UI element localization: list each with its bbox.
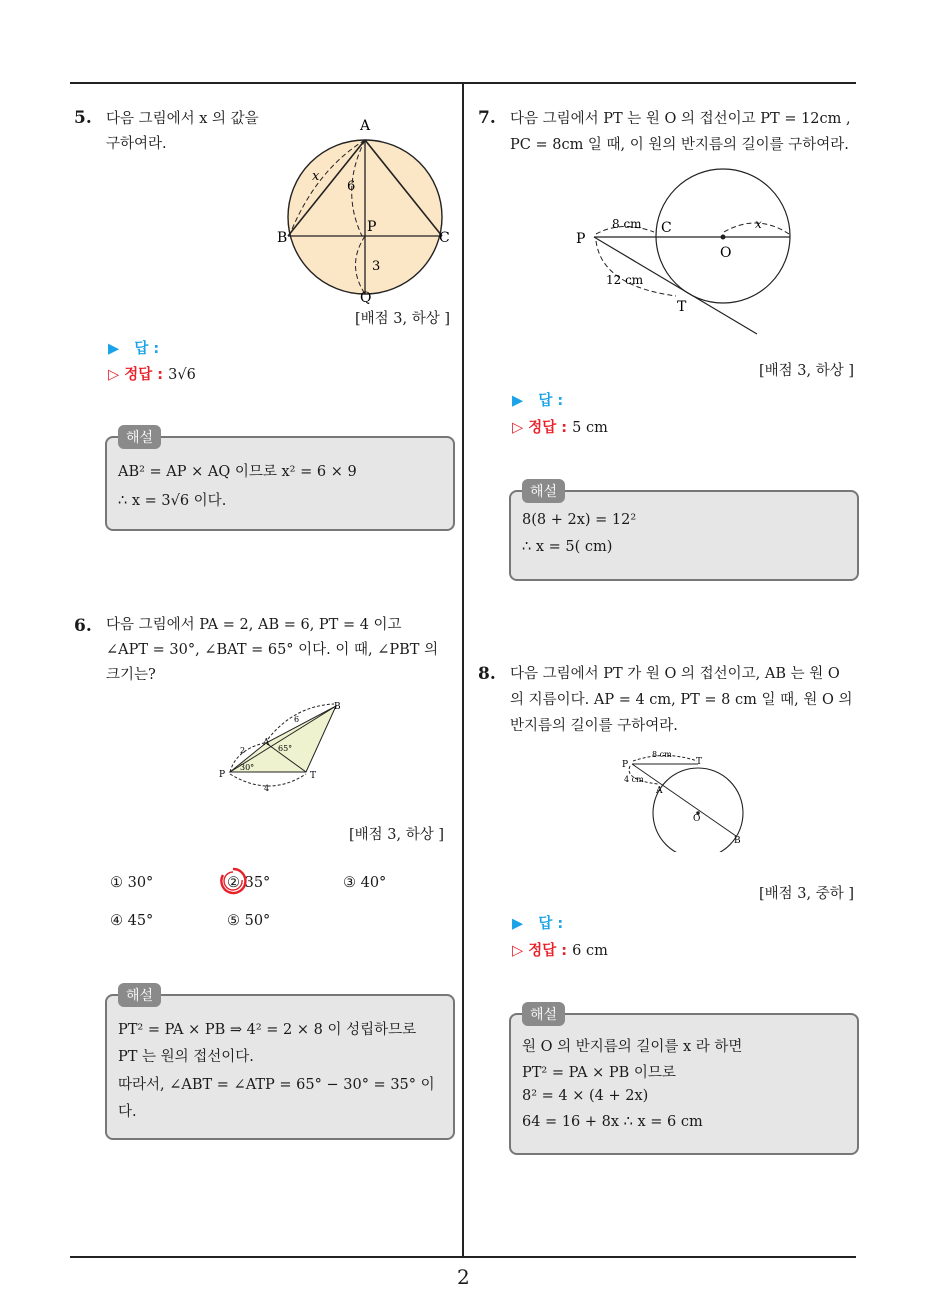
correct-value: 3√6: [168, 367, 196, 383]
explanation-tag: 해설: [118, 425, 161, 449]
explanation-line: PT² = PA × PB 이므로: [522, 1065, 676, 1081]
explanation-line: AB² = AP × AQ 이므로 x² = 6 × 9: [118, 464, 357, 480]
correct-choice-circle-icon: [218, 866, 248, 896]
correct-label: 정답 :: [528, 943, 568, 959]
label-x: x: [312, 169, 320, 184]
question-text-line2: 구하여라.: [106, 136, 167, 152]
question-number: 8.: [478, 664, 496, 684]
column-divider: [462, 82, 464, 1257]
choice-5[interactable]: ⑤ 50°: [227, 913, 271, 929]
label-65deg: 65°: [278, 744, 293, 753]
answer-label: 답 :: [134, 341, 160, 357]
label-6: 6: [347, 179, 356, 194]
page-number: 2: [457, 1265, 470, 1289]
correct-answer-row: [108, 363, 196, 384]
label-O: O: [720, 245, 732, 261]
correct-value: 6 cm: [572, 943, 608, 959]
label-C: C: [439, 230, 450, 246]
outline-triangle-icon: ▷: [108, 367, 120, 383]
label-4: 4: [264, 784, 270, 793]
explanation-box: [105, 436, 455, 531]
correct-answer-row: [512, 416, 608, 437]
label-T: T: [310, 771, 317, 781]
explanation-line: ∴ x = 3√6 이다.: [118, 493, 227, 509]
label-T: T: [696, 757, 703, 767]
outline-triangle-icon: ▷: [512, 420, 524, 436]
label-C: C: [661, 220, 672, 236]
score-label: [배점 3, 하상 ]: [355, 311, 451, 327]
question-text-line2: 의 지름이다. AP = 4 cm, PT = 8 cm 일 때, 원 O 의: [510, 692, 853, 708]
question-text-line1: 다음 그림에서 PT 가 원 O 의 접선이고, AB 는 원 O: [510, 666, 840, 682]
label-B: B: [734, 836, 741, 846]
q5-circle-figure: [276, 110, 456, 310]
explanation-box: [105, 994, 455, 1140]
explanation-line: 원 O 의 반지름의 길이를 x 라 하면: [522, 1039, 743, 1055]
label-4cm: 4 cm: [624, 775, 644, 784]
correct-label: 정답 :: [528, 420, 568, 436]
question-number: 5.: [74, 108, 92, 128]
label-30deg: 30°: [240, 763, 255, 772]
outline-triangle-icon: ▷: [512, 943, 524, 959]
label-8cm: 8 cm: [652, 750, 672, 759]
answer-row: [512, 389, 563, 410]
answer-label: 답 :: [538, 393, 564, 409]
explanation-line: 8(8 + 2x) = 12²: [522, 512, 637, 528]
label-3: 3: [372, 259, 381, 274]
choice-1[interactable]: ① 30°: [110, 875, 154, 891]
question-number: 7.: [478, 108, 496, 128]
q6-triangle-figure: [214, 698, 354, 798]
label-B: B: [334, 702, 341, 712]
label-8cm: 8 cm: [612, 217, 642, 231]
label-T: T: [677, 299, 687, 315]
play-triangle-icon: ▶: [512, 916, 524, 932]
explanation-line: PT 는 원의 접선이다.: [118, 1049, 254, 1065]
q8-tangent-figure: [620, 748, 750, 852]
label-P: P: [219, 770, 226, 780]
question-text-line1: 다음 그림에서 x 의 값을: [106, 111, 259, 127]
explanation-line: ∴ x = 5( cm): [522, 539, 613, 555]
label-Q: Q: [360, 290, 372, 306]
label-P: P: [576, 231, 586, 247]
explanation-line: 8² = 4 × (4 + 2x): [522, 1088, 649, 1104]
explanation-tag: 해설: [522, 1002, 565, 1026]
play-triangle-icon: ▶: [512, 393, 524, 409]
question-text-line1: 다음 그림에서 PT 는 원 O 의 접선이고 PT = 12cm ,: [510, 111, 851, 127]
question-text-line3: 반지름의 길이를 구하여라.: [510, 718, 678, 734]
score-label: [배점 3, 중하 ]: [759, 886, 855, 902]
question-text-line3: 크기는?: [106, 667, 156, 683]
answer-label: 답 :: [538, 916, 564, 932]
explanation-line: 64 = 16 + 8x ∴ x = 6 cm: [522, 1114, 703, 1130]
label-P: P: [367, 219, 377, 235]
label-O: O: [693, 814, 701, 824]
explanation-box: [509, 490, 859, 581]
choice-3[interactable]: ③ 40°: [343, 875, 387, 891]
play-triangle-icon: ▶: [108, 341, 120, 357]
question-text-line2: PC = 8cm 일 때, 이 원의 반지름의 길이를 구하여라.: [510, 137, 849, 153]
label-2: 2: [240, 746, 246, 755]
question-number: 6.: [74, 616, 92, 636]
correct-value: 5 cm: [572, 420, 608, 436]
answer-row: [108, 337, 159, 358]
score-label: [배점 3, 하상 ]: [759, 363, 855, 379]
label-x: x: [755, 217, 762, 231]
explanation-line: 다.: [118, 1104, 137, 1120]
correct-label: 정답 :: [124, 367, 164, 383]
label-P: P: [622, 760, 629, 770]
question-text-line2: ∠APT = 30°, ∠BAT = 65° 이다. 이 때, ∠PBT 의: [106, 642, 439, 658]
label-6: 6: [294, 715, 300, 724]
label-B: B: [277, 230, 288, 246]
question-text-line1: 다음 그림에서 PA = 2, AB = 6, PT = 4 이고: [106, 617, 402, 633]
label-A: A: [263, 738, 270, 748]
explanation-tag: 해설: [522, 479, 565, 503]
q7-tangent-figure: [572, 168, 798, 340]
answer-row: [512, 912, 563, 933]
bottom-rule: [70, 1256, 856, 1258]
explanation-tag: 해설: [118, 983, 161, 1007]
label-12cm: 12 cm: [606, 273, 644, 287]
label-A: A: [360, 118, 371, 134]
explanation-line: PT² = PA × PB ⇒ 4² = 2 × 8 이 성립하므로: [118, 1022, 417, 1038]
explanation-line: 따라서, ∠ABT = ∠ATP = 65° − 30° = 35° 이: [118, 1077, 435, 1093]
choice-4[interactable]: ④ 45°: [110, 913, 154, 929]
correct-answer-row: [512, 939, 608, 960]
score-label: [배점 3, 하상 ]: [349, 827, 445, 843]
choice-2[interactable]: ② 35°: [227, 875, 271, 891]
label-A: A: [656, 786, 663, 796]
